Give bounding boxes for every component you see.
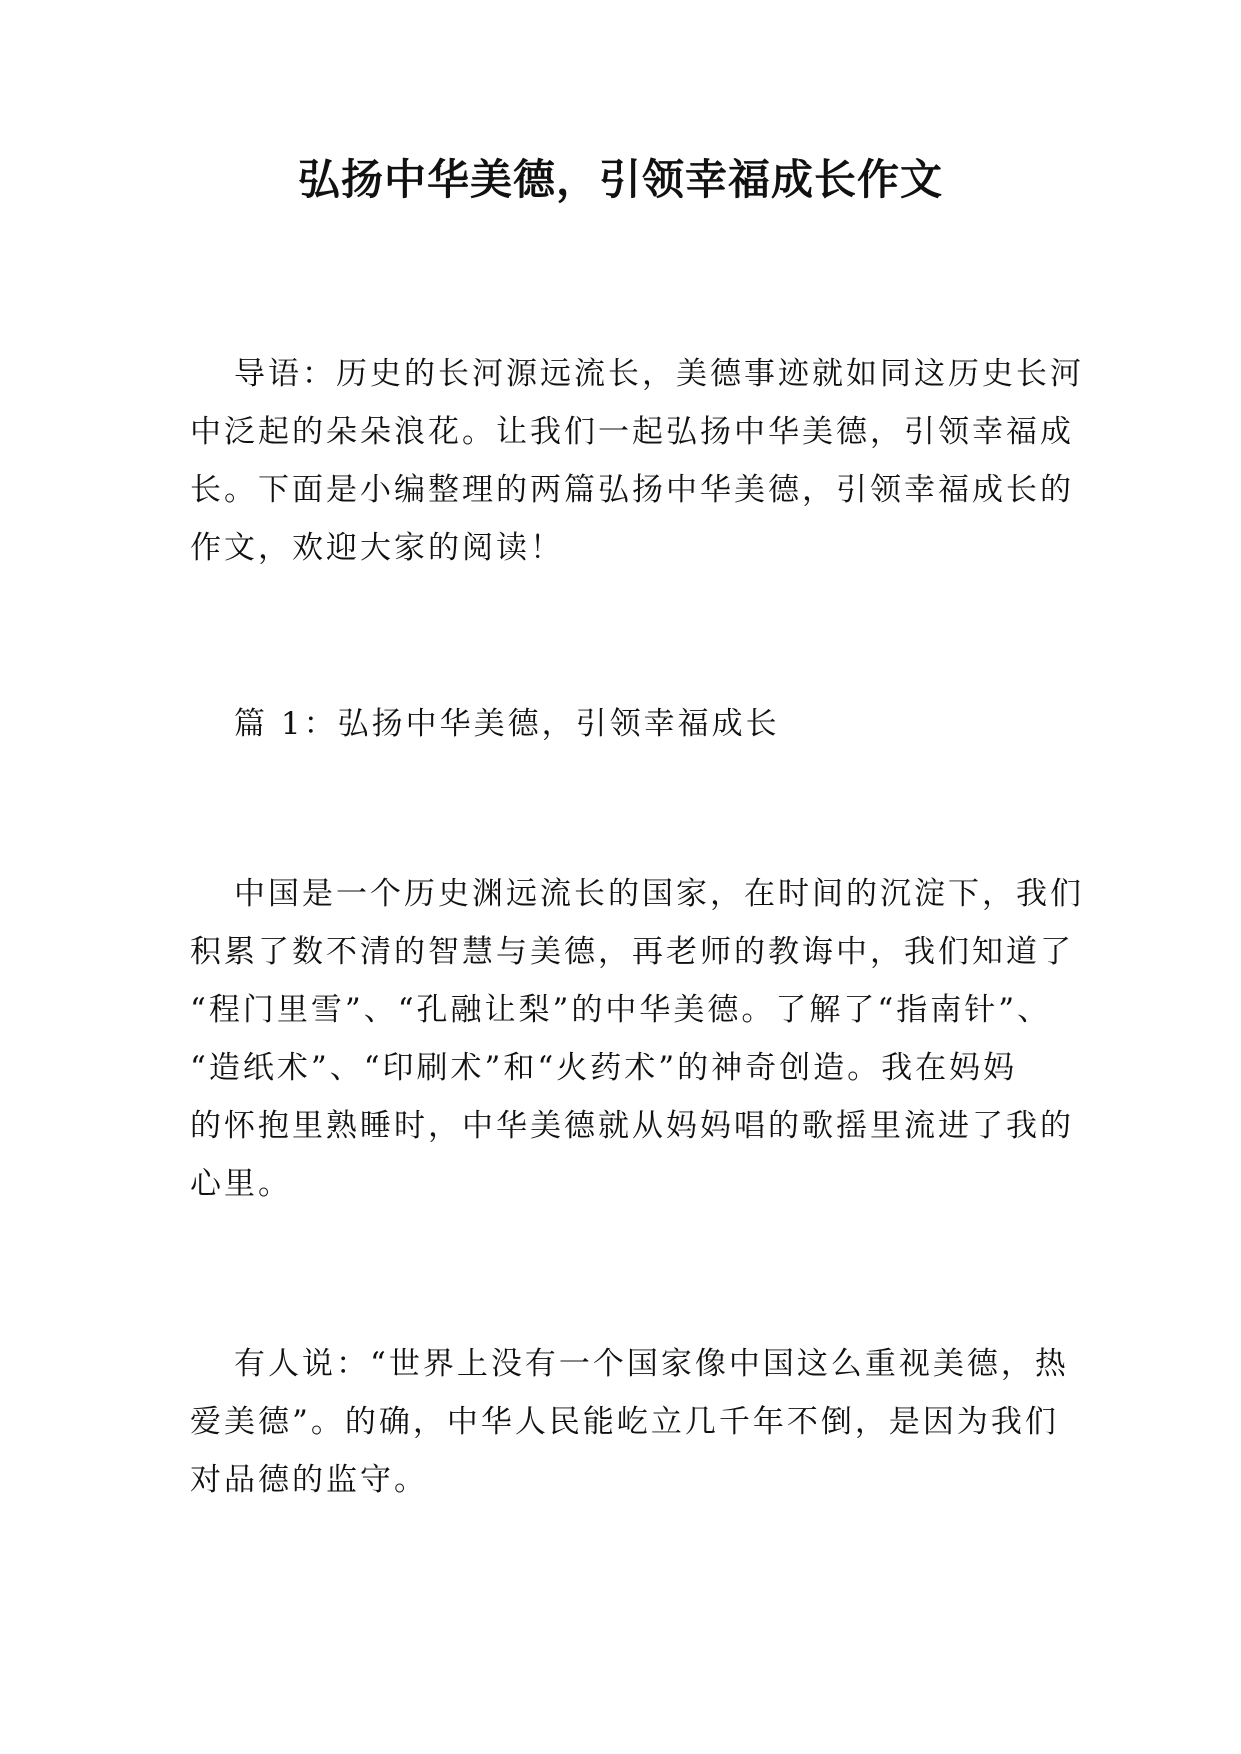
body-line: 有人说：“世界上没有一个国家像中国这么重视美德，热 <box>234 1346 1069 1382</box>
intro-line: 导语：历史的长河源远流长，美德事迹就如同这历史长河 <box>234 356 1084 392</box>
body-paragraph-2 <box>190 1335 1090 1509</box>
body-line: 中国是一个历史渊远流长的国家，在时间的沉淀下，我们 <box>234 876 1084 912</box>
intro-line: 中泛起的朵朵浪花。让我们一起弘扬中华美德，引领幸福成 <box>190 414 1074 450</box>
body-line: 的怀抱里熟睡时，中华美德就从妈妈唱的歌摇里流进了我的 <box>190 1108 1074 1144</box>
intro-line: 长。下面是小编整理的两篇弘扬中华美德，引领幸福成长的 <box>190 472 1074 508</box>
body-line: “造纸术”、“印刷术”和“火药术”的神奇创造。我在妈妈 <box>190 1050 1018 1086</box>
body-line: 爱美德”。的确，中华人民能屹立几千年不倒，是因为我们 <box>190 1404 1059 1440</box>
body-line: 对品德的监守。 <box>190 1462 428 1498</box>
body-paragraph-1 <box>190 865 1090 1213</box>
intro-line: 作文，欢迎大家的阅读！ <box>190 530 564 566</box>
body-line: “程门里雪”、“孔融让梨”的中华美德。了解了“指南针”、 <box>190 992 1052 1028</box>
intro-paragraph <box>190 345 1090 577</box>
section-heading: 篇 1：弘扬中华美德，引领幸福成长 <box>234 706 780 742</box>
document-title: 弘扬中华美德，引领幸福成长作文 <box>297 155 943 204</box>
body-line: 积累了数不清的智慧与美德，再老师的教诲中，我们知道了 <box>190 934 1074 970</box>
body-line: 心里。 <box>190 1166 292 1202</box>
